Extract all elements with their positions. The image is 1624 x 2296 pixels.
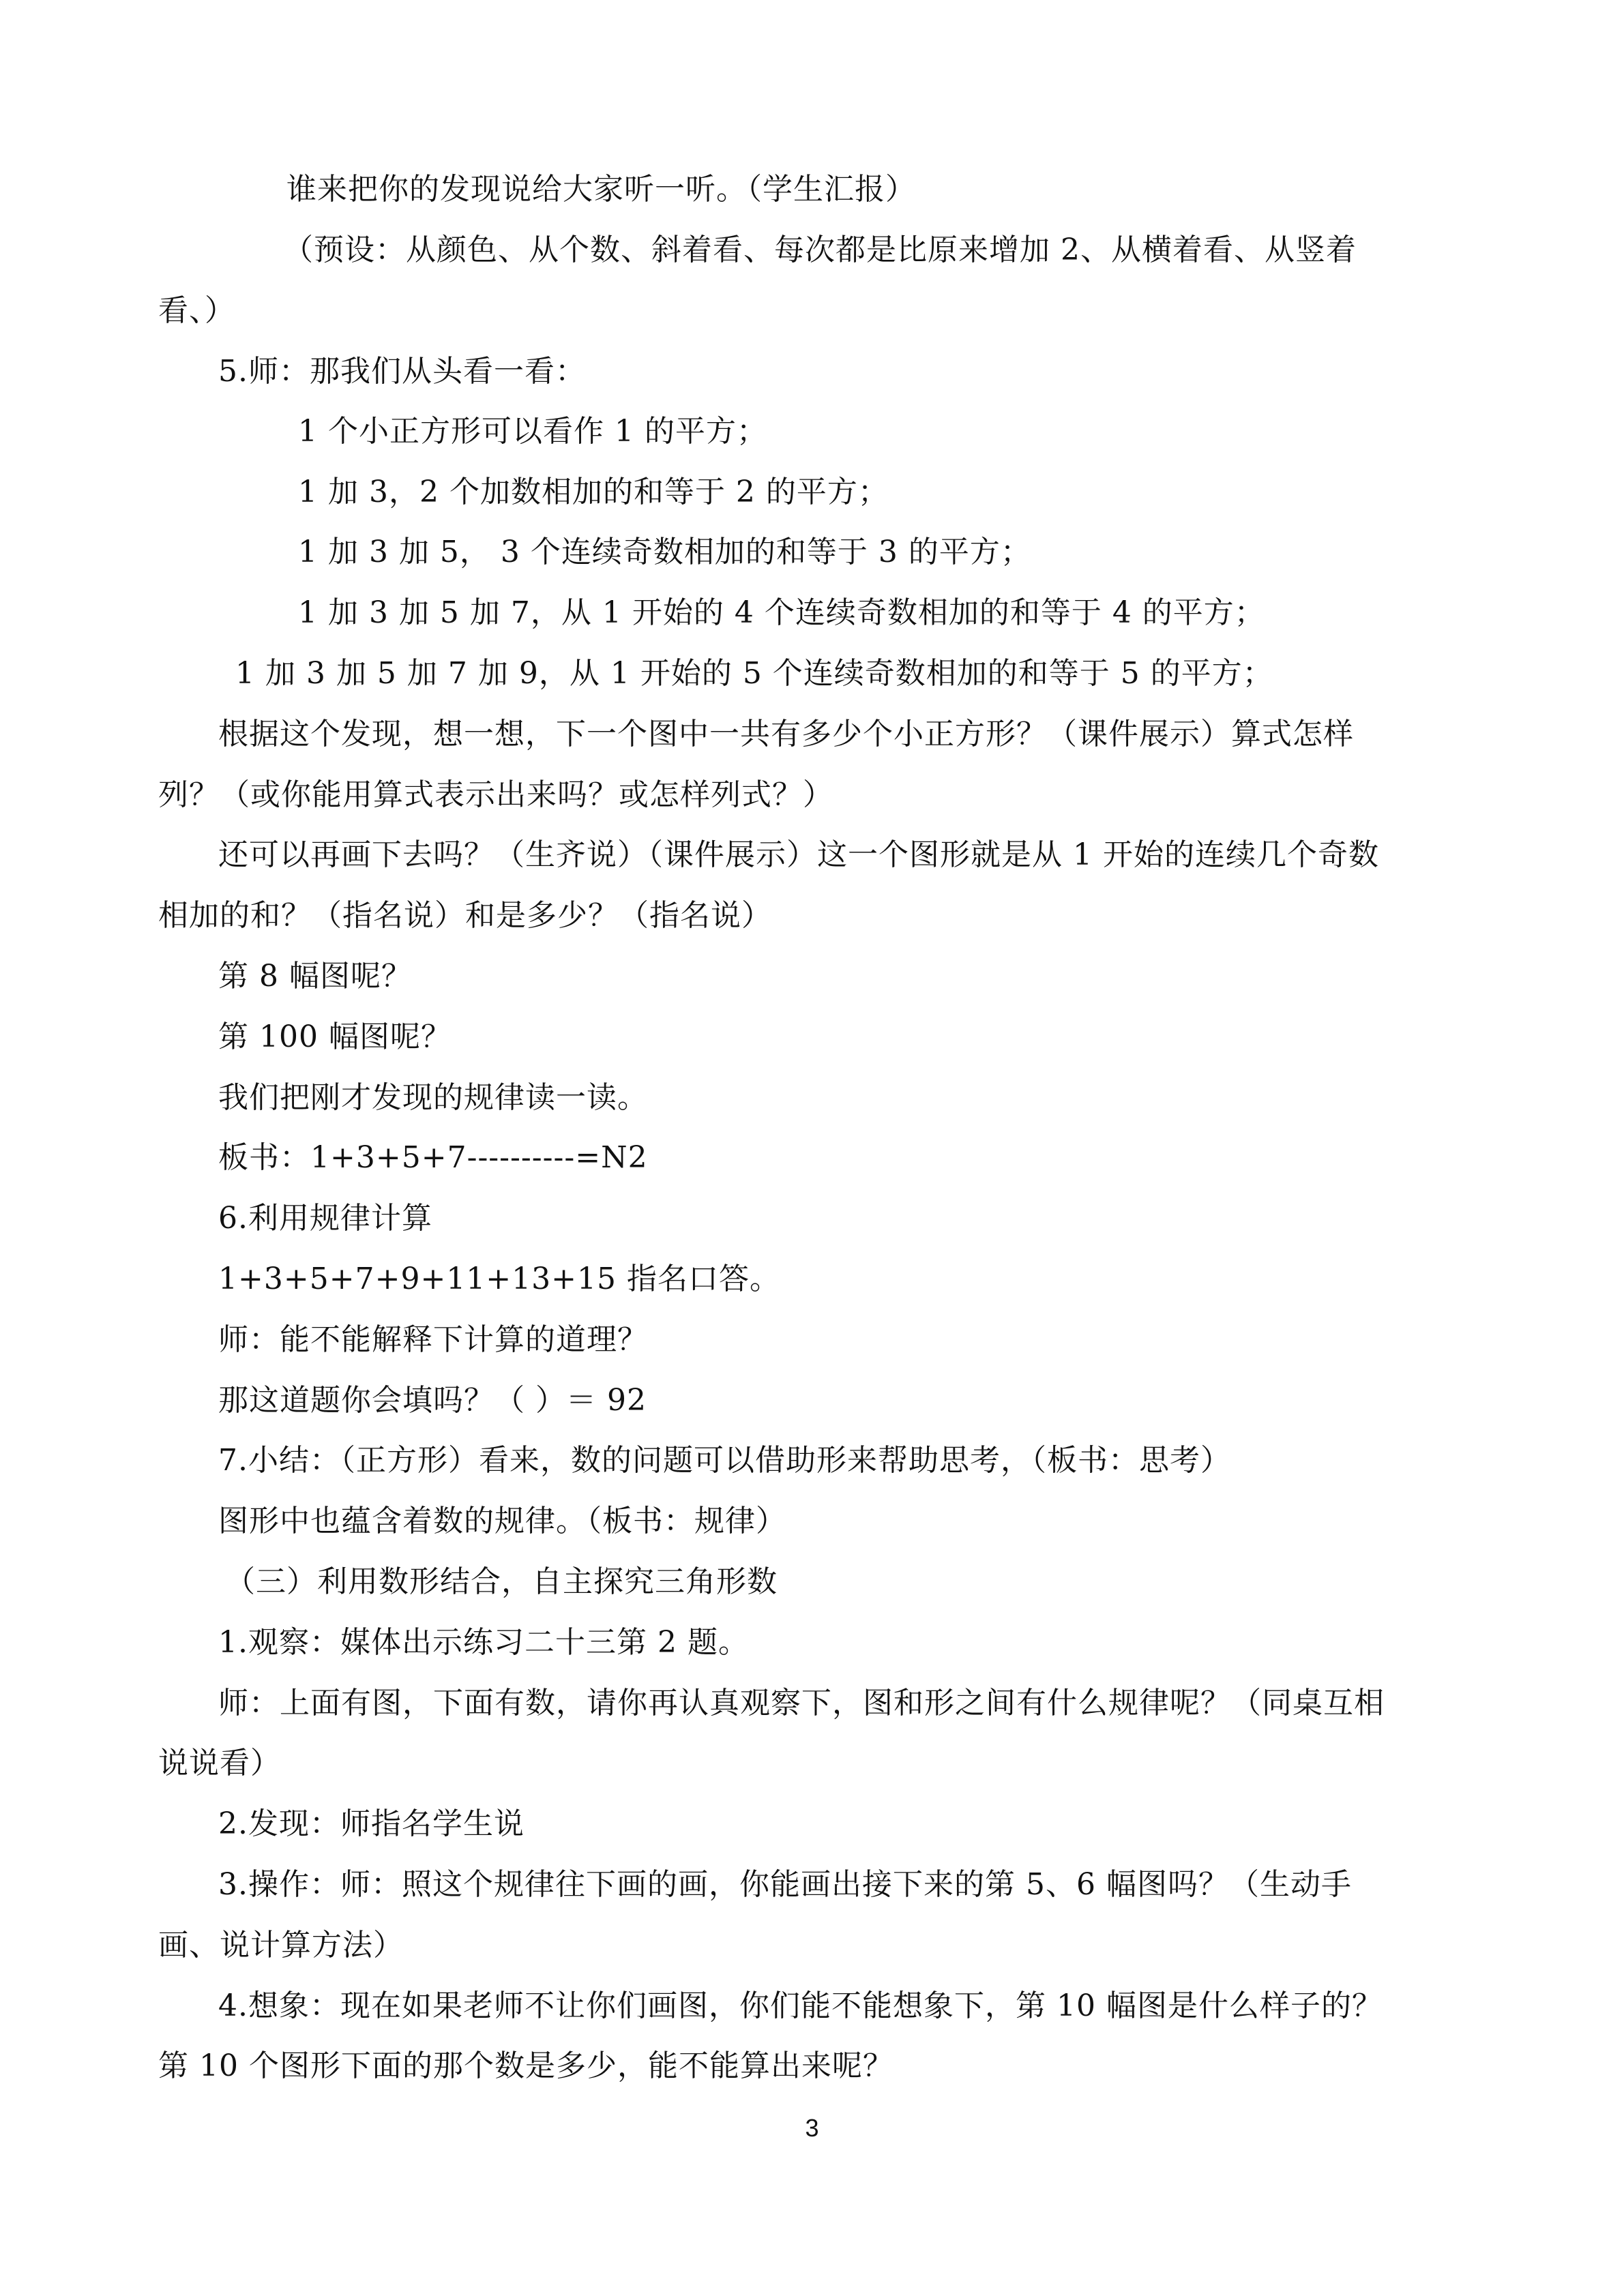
paragraph-line: 5.师：那我们从头看一看：	[218, 354, 586, 389]
paragraph-line: 那这道题你会填吗？（ ）＝ 92	[218, 1383, 647, 1418]
paragraph-line: 1+3+5+7+9+11+13+15 指名口答。	[218, 1262, 780, 1296]
paragraph-line: 1 加 3 加 5 加 7 加 9，从 1 开始的 5 个连续奇数相加的和等于 5 的平方；	[235, 656, 1273, 691]
paragraph-line: 师：上面有图，下面有数，请你再认真观察下，图和形之间有什么规律呢？（同桌互相	[218, 1686, 1385, 1720]
paragraph-line: 图形中也蕴含着数的规律。（板书：规律）	[218, 1504, 786, 1538]
paragraph-line: 第 100 幅图呢？	[218, 1019, 452, 1054]
paragraph-line: 1 个小正方形可以看作 1 的平方；	[298, 414, 767, 449]
page-number: 3	[805, 2114, 819, 2142]
paragraph-line: 1.观察：媒体出示练习二十三第 2 题。	[218, 1625, 749, 1660]
paragraph-line: 说说看）	[158, 1746, 281, 1780]
paragraph-line: 6.利用规律计算	[218, 1201, 432, 1236]
paragraph-line: 列？（或你能用算式表示出来吗？或怎样列式？）	[158, 777, 833, 812]
paragraph-line: 板书：1+3+5+7----------=N2	[218, 1140, 648, 1175]
paragraph-line: 4.想象：现在如果老师不让你们画图，你们能不能想象下，第 10 幅图是什么样子的？	[218, 1988, 1383, 2023]
paragraph-line: 看、）	[158, 293, 235, 328]
paragraph-line: 1 加 3 加 5 加 7，从 1 开始的 4 个连续奇数相加的和等于 4 的平方；	[298, 595, 1265, 630]
paragraph-line: 我们把刚才发现的规律读一读。	[218, 1080, 648, 1115]
paragraph-line: （预设：从颜色、从个数、斜着看、每次都是比原来增加 2、从横着看、从竖着	[283, 233, 1357, 267]
paragraph-line: 画、说计算方法）	[158, 1928, 404, 1963]
paragraph-line: 3.操作：师：照这个规律往下画的画，你能画出接下来的第 5、6 幅图吗？（生动手	[218, 1867, 1352, 1902]
paragraph-line: 师：能不能解释下计算的道理？	[218, 1322, 648, 1357]
paragraph-line: 2.发现：师指名学生说	[218, 1806, 525, 1841]
paragraph-line: 谁来把你的发现说给大家听一听。（学生汇报）	[286, 172, 916, 207]
paragraph-line: 第 10 个图形下面的那个数是多少，能不能算出来呢？	[158, 2048, 894, 2083]
paragraph-line: 根据这个发现，想一想，下一个图中一共有多少个小正方形？（课件展示）算式怎样	[218, 717, 1354, 751]
paragraph-line: 还可以再画下去吗？（生齐说）（课件展示）这一个图形就是从 1 开始的连续几个奇数	[218, 837, 1379, 872]
section-heading: （三）利用数形结合，自主探究三角形数	[225, 1564, 778, 1599]
paragraph-line: 1 加 3 加 5， 3 个连续奇数相加的和等于 3 的平方；	[298, 535, 1031, 569]
paragraph-line: 第 8 幅图呢？	[218, 959, 412, 994]
paragraph-line: 相加的和？（指名说）和是多少？（指名说）	[158, 898, 772, 933]
paragraph-line: 1 加 3，2 个加数相加的和等于 2 的平方；	[298, 475, 889, 509]
paragraph-line: 7.小结：（正方形）看来，数的问题可以借助形来帮助思考，（板书：思考）	[218, 1443, 1231, 1478]
